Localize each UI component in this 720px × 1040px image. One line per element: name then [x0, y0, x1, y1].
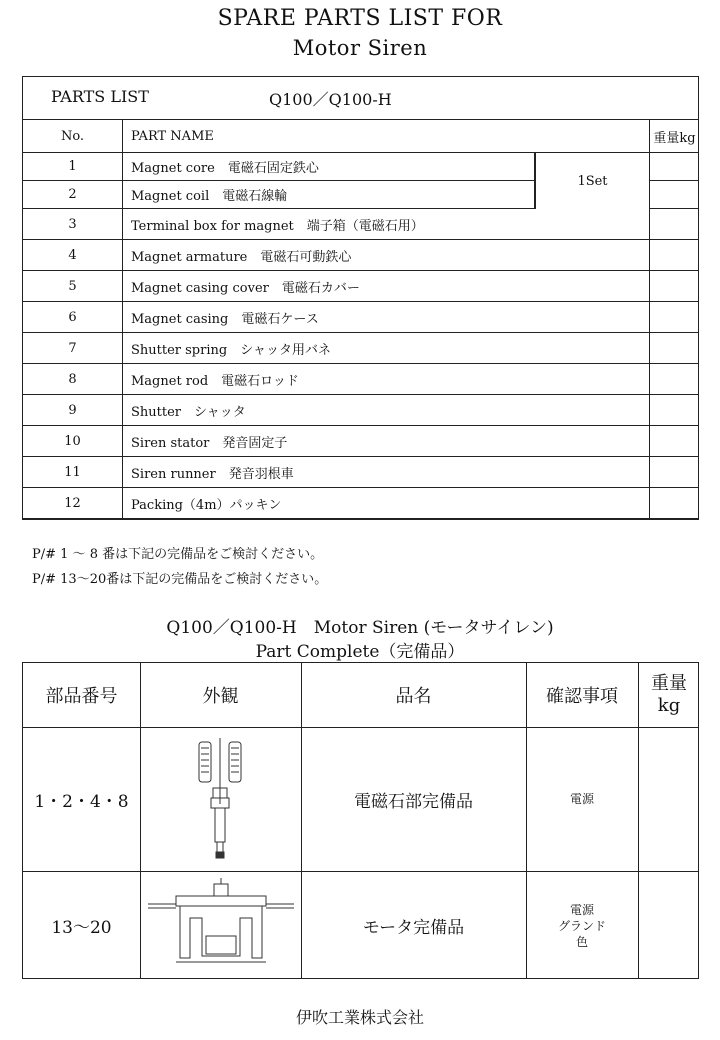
part-name: Magnet casing 電磁石ケース	[123, 302, 650, 332]
parts-row	[23, 302, 698, 333]
part-number: 3	[23, 209, 123, 239]
part-number: 5	[23, 271, 123, 301]
part-number: 6	[23, 302, 123, 332]
parts-row	[23, 457, 698, 488]
parts-row	[23, 271, 698, 302]
part-name: Shutter シャッタ	[123, 395, 650, 425]
header-check-items: 確認事項	[546, 686, 618, 707]
parts-row	[23, 426, 698, 457]
document-subtitle: Motor Siren	[292, 36, 428, 60]
part-weight	[650, 488, 699, 518]
parts-row	[23, 488, 698, 519]
motor-assembly-image	[140, 871, 301, 980]
company-name: 伊吹工業株式会社	[295, 1008, 424, 1027]
part-weight	[650, 395, 699, 425]
part-number: 2	[23, 181, 123, 208]
part-name: Magnet casing cover 電磁石カバー	[123, 271, 650, 301]
part-number: 8	[23, 364, 123, 394]
complete-title: Q100／Q100-H Motor Siren (モータサイレン)	[166, 618, 554, 638]
part-number: 9	[23, 395, 123, 425]
parts-row	[23, 240, 698, 271]
part-weight	[650, 302, 699, 332]
part-number: 1	[23, 153, 123, 180]
note-line-2: P/# 13～20番は下記の完備品をご検討ください。	[32, 572, 328, 587]
row1-item-name: 電磁石部完備品	[354, 791, 473, 812]
header-appearance: 外観	[202, 686, 239, 707]
model-label: Q100／Q100-H	[269, 90, 392, 109]
parts-row	[23, 395, 698, 426]
part-name: Magnet rod 電磁石ロッド	[123, 364, 650, 394]
part-name: Magnet coil 電磁石線輪	[123, 181, 535, 208]
part-weight	[650, 333, 699, 363]
complete-subtitle: Part Complete（完備品）	[255, 642, 465, 662]
part-weight	[650, 364, 699, 394]
row2-weight	[638, 871, 700, 980]
header-weight-unit: kg	[657, 695, 681, 716]
part-number: 4	[23, 240, 123, 270]
part-weight	[650, 271, 699, 301]
parts-row	[23, 209, 698, 240]
parts-rows	[23, 153, 698, 519]
part-number: 12	[23, 488, 123, 518]
parts-row	[23, 364, 698, 395]
part-name: Magnet armature 電磁石可動鉄心	[123, 240, 650, 270]
row2-check-items	[526, 871, 638, 980]
part-weight	[650, 426, 699, 456]
row2-item-name: モータ完備品	[362, 918, 465, 938]
row1-check-power: 電源	[569, 792, 594, 806]
row2-check-color: 色	[575, 934, 588, 949]
row1-check-items	[526, 727, 638, 871]
row2-check-power: 電源	[569, 902, 594, 917]
part-weight	[650, 457, 699, 487]
document-title: SPARE PARTS LIST FOR	[217, 6, 503, 31]
part-name: Siren stator 発音固定子	[123, 426, 650, 456]
column-header-part-name: PART NAME	[123, 120, 650, 152]
row1-part-no: 1・2・4・8	[34, 791, 129, 812]
part-name: Shutter spring シャッタ用バネ	[123, 333, 650, 363]
part-weight	[650, 209, 699, 239]
parts-list-label: PARTS LIST	[51, 87, 149, 106]
part-number: 11	[23, 457, 123, 487]
column-header-weight: 重量kg	[653, 130, 696, 146]
part-name: Magnet core 電磁石固定鉄心	[123, 153, 535, 180]
part-weight	[650, 181, 699, 208]
header-weight	[638, 663, 700, 727]
part-name: Packing（4m）パッキン	[123, 488, 650, 518]
header-part-no: 部品番号	[45, 686, 118, 707]
parts-grid	[23, 120, 698, 519]
part-number: 7	[23, 333, 123, 363]
magnet-assembly-image	[140, 727, 301, 871]
part-name: Siren runner 発音羽根車	[123, 457, 650, 487]
set-note: 1Set	[535, 153, 650, 209]
row2-check-ground: グランド	[557, 918, 606, 933]
parts-list-header	[23, 77, 698, 120]
column-header-no: No.	[23, 120, 123, 152]
part-name: Terminal box for magnet 端子箱（電磁石用）	[123, 209, 650, 239]
part-weight	[650, 153, 699, 180]
parts-list-table	[22, 76, 699, 520]
header-item-name: 品名	[395, 686, 432, 707]
column-header-row	[23, 120, 698, 153]
header-weight-label: 重量	[651, 673, 687, 694]
part-complete-table	[22, 662, 699, 979]
parts-row	[23, 333, 698, 364]
part-weight	[650, 240, 699, 270]
note-line-1: P/# 1 ～ 8 番は下記の完備品をご検討ください。	[32, 547, 324, 562]
row1-weight	[638, 727, 700, 871]
part-number: 10	[23, 426, 123, 456]
row2-part-no: 13～20	[51, 918, 112, 938]
